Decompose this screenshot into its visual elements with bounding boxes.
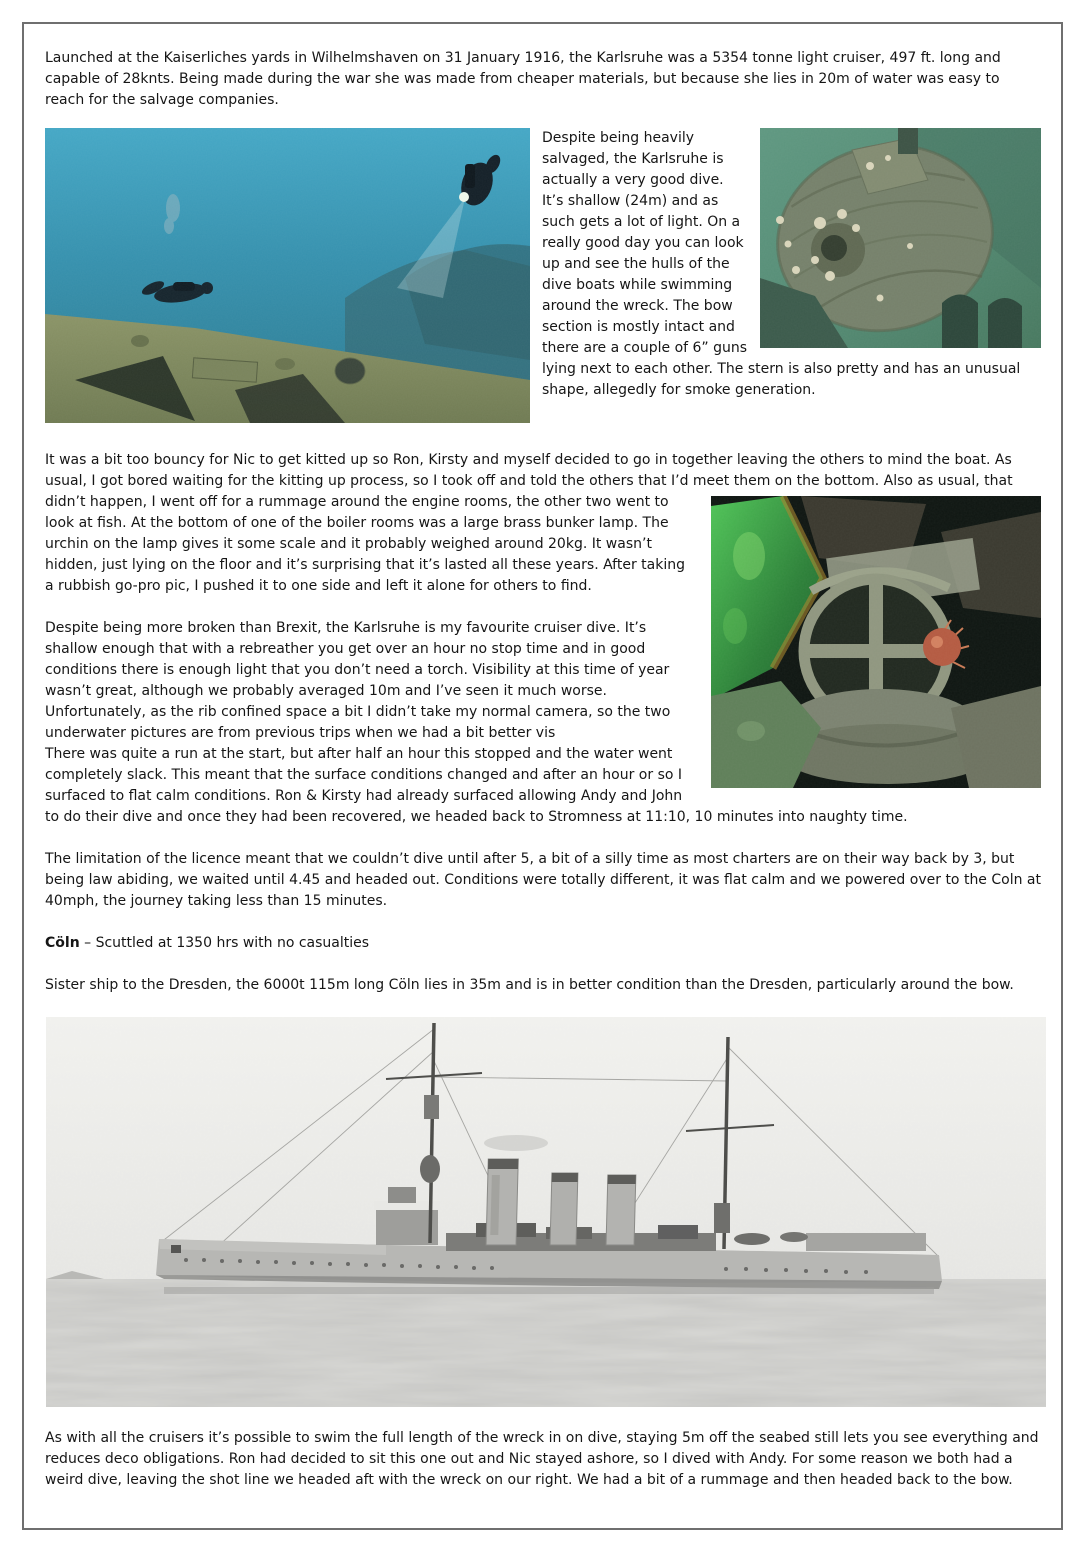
paragraph-final: As with all the cruisers it’s possible to swim the full length of the wreck in on dive, staying 5m off the seabed still lets you see everything and reduces deco obligations. Ron had decided to sit this one out and Nic stayed ashore, so I dived with Andy. For some reason we both had a weird dive, leaving the shot line we headed aft with the wreck on our right. We had a bit of a rummage and then headed back to the bow. (45, 1430, 1039, 1488)
paragraph-licence: The limitation of the licence meant that we couldn’t dive until after 5, a bit of a silly time as most charters are on their way back by 3, but being law abiding, we waited until 4.45 and headed out. Conditions were totally different, it was flat calm and we powered over to the Coln at 40mph, the journey taking less than 15 minutes. (45, 851, 1041, 909)
paragraph-bouncy (45, 450, 1041, 597)
heading-coln-shipname: Cöln (45, 935, 80, 951)
report-page (22, 22, 1063, 1530)
heading-coln (45, 933, 1041, 954)
middle-section (45, 450, 1041, 933)
paragraph-bouncy-part1: It was a bit too bouncy for Nic to get kitted up so Ron, Kirsty and myself decided to go in together leaving the others to mind the boat. As usual, I got bored waiting for the kitting up process, so I took off and told the others that I’d meet them on the bottom. Also as usual, that (45, 452, 1013, 489)
paragraph-run-slack: There was quite a run at the start, but after half an hour this stopped and the water went completely slack. This meant that the surface conditions changed and after an hour or so I surfaced to flat calm conditions. Ron & Kirsty had already surfaced allowing Andy and John to do their dive and once they had been recovered, we headed back to Stromness at 11:10, 10 minutes into naughty time. (45, 746, 908, 825)
gun-shield-photo (760, 128, 1041, 348)
paragraph-brexit: Despite being more broken than Brexit, the Karlsruhe is my favourite cruiser dive. It’s shallow enough that with a rebreather you get over an hour no stop time and in good conditions there is enough light that you don’t need a torch. Visibility at this time of year wasn’t great, although we probably averaged 10m and I’ve seen it much worse. Unfortunately, as the rib confined space a bit I didn’t take my normal camera, so the two underwater pictures are from previous trips when we had a bit better vis (45, 620, 671, 741)
coln-ship-photo (46, 1017, 1046, 1407)
karlsruhe-wreck-photo (45, 128, 530, 423)
paragraph-sister-ship: Sister ship to the Dresden, the 6000t 115m long Cöln lies in 35m and is in better condition than the Dresden, particularly around the bow. (45, 977, 1014, 993)
bunker-lamp-photo (711, 496, 1041, 788)
top-photo-section (45, 128, 1041, 429)
paragraph-intro: Launched at the Kaiserliches yards in Wilhelmshaven on 31 January 1916, the Karlsruhe was a 5354 tonne light cruiser, 497 ft. long and capable of 28knts. Being made during the war she was made from cheaper materials, but because she lies in 20m of water was easy to reach for the salvage companies. (45, 50, 1001, 108)
heading-coln-subtitle: – Scuttled at 1350 hrs with no casualties (79, 935, 370, 951)
paragraph-bouncy-part2: didn’t happen, I went off for a rummage around the engine rooms, the other two went to look at fish. At the bottom of one of the boiler rooms was a large brass bunker lamp. The urchin on the lamp gives it some scale and it probably weighed around 20kg. It wasn’t hidden, just lying on the floor and it’s surprising that it’s lasted all these years. After taking a rubbish go-pro pic, I pushed it to one side and left it alone for others to find. (45, 494, 685, 594)
paragraph-karlsruhe-dive: Despite being heavily salvaged, the Karlsruhe is actually a very good dive. It’s shallow (24m) and as such gets a lot of light. On a really good day you can look up and see the hulls of the dive boats while swimming around the wreck. The bow section is mostly intact and there are a couple of 6” guns lying next to each other. The stern is also pretty and has an unusual shape, allegedly for smoke generation. (542, 130, 1021, 398)
